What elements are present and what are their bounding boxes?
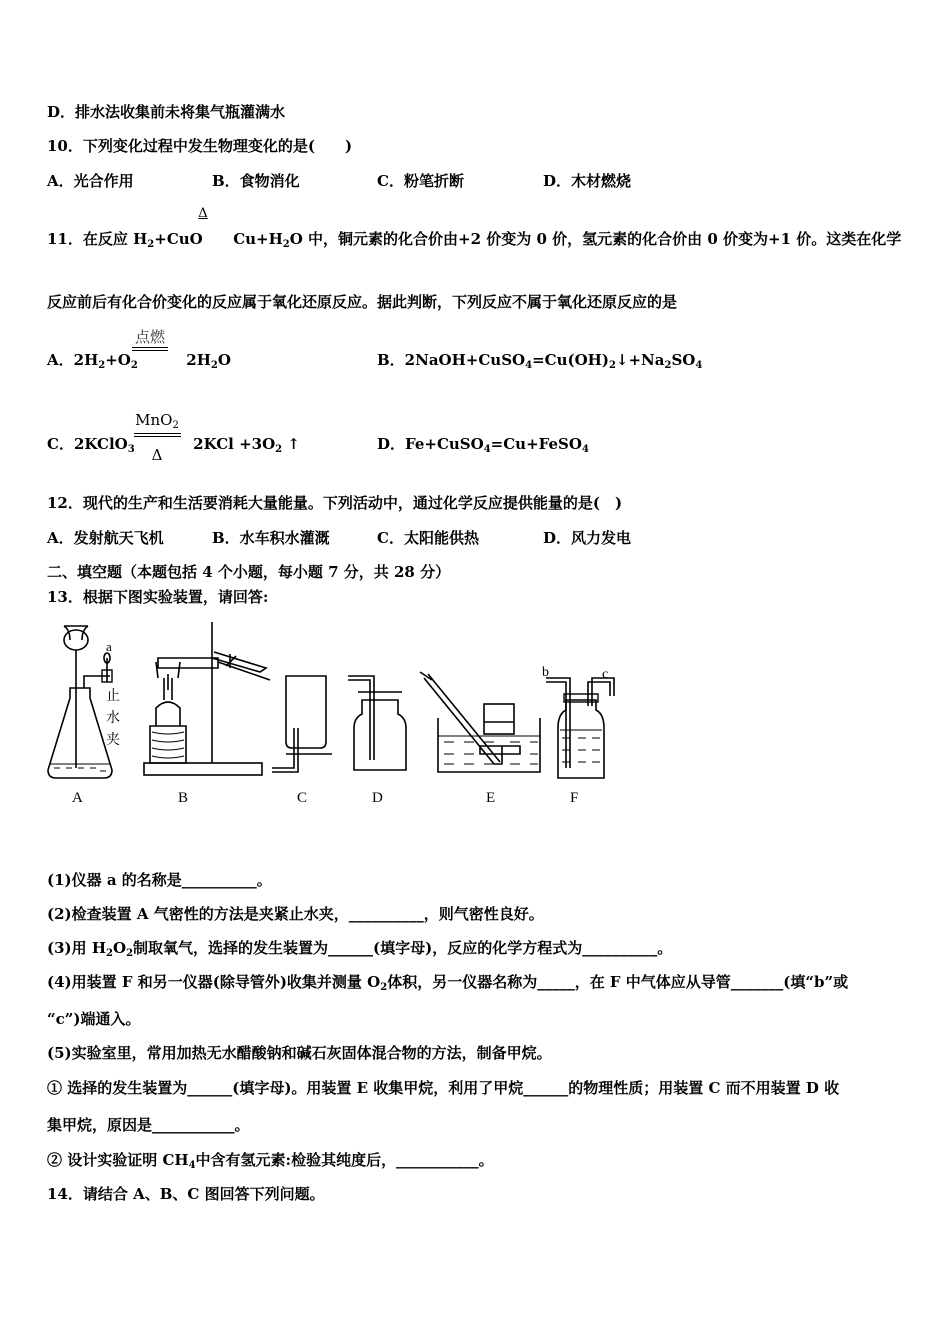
sub: 2 [380, 982, 388, 993]
q11-option-d [377, 434, 589, 460]
mno-text: MnO [135, 411, 173, 429]
q9-option-d: D．排水法收集前未将集气瓶灌满水 [47, 103, 286, 121]
q11-a-condition: 点燃 [134, 328, 165, 346]
sub: 2 [98, 360, 106, 371]
clamp-char-3: 夹 [106, 731, 120, 747]
label-b: B [178, 790, 189, 806]
q13-part5-1: ① 选择的发生装置为______(填字母)。用装置 E 收集甲烷，利用了甲烷______的物理性质；用装置 C 而不用装置 D 收 [47, 1079, 840, 1097]
q13-stem: 13．根据下图实验装置，请回答: [47, 588, 269, 606]
apparatus-c [272, 676, 332, 772]
label-a-small: a [106, 639, 112, 654]
sub: 2 [147, 239, 155, 250]
apparatus-b [144, 622, 270, 775]
q13-part5-1-cont: 集甲烷，原因是___________。 [47, 1116, 250, 1134]
q13-part5-2-text: 中含有氢元素:检验其纯度后，___________。 [195, 1151, 494, 1169]
q13-part4-text: 体积，另一仪器名称为_____，在 F 中气体应从导管_______(填“b”或 [387, 973, 849, 991]
clamp-char-1: 止 [106, 687, 120, 703]
label-c: C [297, 790, 308, 806]
q11-b-text: ↓+Na [615, 351, 665, 369]
q11-a-text: O [217, 351, 231, 369]
q10-option-b: B．食物消化 [212, 172, 300, 190]
apparatus-figure [40, 618, 630, 818]
apparatus-a [48, 626, 112, 778]
sub: 4 [525, 360, 533, 371]
q13-part5-2 [47, 1150, 494, 1176]
q12-option-a: A．发射航天飞机 [47, 529, 164, 547]
q11-delta-condition: Δ [198, 206, 208, 221]
q13-part4-cont: “c”)端通入。 [47, 1010, 141, 1028]
q11-b-text: =Cu(OH) [532, 351, 609, 369]
q10-option-c: C．粉笔折断 [377, 172, 464, 190]
sub: 4 [483, 444, 491, 455]
q11-c-text: ↑ [287, 435, 300, 453]
sub: 3 [127, 444, 135, 455]
q11-c-heat: Δ [151, 446, 163, 464]
q13-part5-2-text: ② 设计实验证明 CH [47, 1151, 189, 1169]
sub: 2 [664, 360, 672, 371]
q11-stem [47, 229, 901, 255]
q13-part3-text: 制取氧气，选择的发生装置为______(填字母)，反应的化学方程式为__________。 [133, 939, 673, 957]
sub: 4 [581, 444, 589, 455]
label-a: A [72, 790, 83, 806]
q12-option-b: B．水车积水灌溉 [212, 529, 330, 547]
q13-part5: (5)实验室里，常用加热无水醋酸钠和碱石灰固体混合物的方法，制备甲烷。 [47, 1044, 552, 1062]
clamp-char-2: 水 [106, 709, 120, 725]
q11-c-text: C．2KClO [47, 435, 128, 453]
q11-option-a [47, 350, 231, 376]
q11-text: Cu+H [233, 230, 283, 248]
label-c-tube: c [602, 667, 609, 682]
q11-c-equals-bar [134, 433, 181, 437]
apparatus-f [546, 678, 614, 778]
q11-c-catalyst [132, 411, 182, 431]
q11-a-text: 2H [186, 351, 211, 369]
q10-stem: 10．下列变化过程中发生物理变化的是( ) [47, 137, 353, 155]
q11-c-text: 2KCl +3O [193, 435, 276, 453]
q11-d-text: =Cu+FeSO [490, 435, 582, 453]
section-heading: 二、填空题（本题包括 4 个小题，每小题 7 分，共 28 分） [47, 563, 451, 581]
apparatus-e [420, 672, 540, 772]
q11-stem-line2: 反应前后有化合价变化的反应属于氧化还原反应。据此判断，下列反应不属于氧化还原反应的是 [47, 293, 678, 311]
q11-text: +CuO [154, 230, 203, 248]
q14-stem: 14．请结合 A、B、C 图回答下列问题。 [47, 1185, 325, 1203]
q11-b-text: B．2NaOH+CuSO [377, 351, 526, 369]
q12-option-c: C．太阳能供热 [377, 529, 479, 547]
sub: 2 [275, 444, 283, 455]
q13-part4-text: (4)用装置 F 和另一仪器(除导管外)收集并测量 O [47, 973, 381, 991]
q13-part1: (1)仪器 a 的名称是__________。 [47, 871, 272, 889]
sub: 2 [608, 360, 616, 371]
q11-d-text: D．Fe+CuSO [377, 435, 484, 453]
label-e: E [486, 790, 496, 806]
label-b-tube: b [542, 665, 549, 680]
sub: 2 [172, 420, 179, 431]
q12-option-d: D．风力发电 [543, 529, 632, 547]
q11-a-text: +O [105, 351, 131, 369]
q13-part4 [47, 972, 848, 998]
q13-part3 [47, 938, 672, 964]
q13-part3-text: O [113, 939, 127, 957]
q10-option-d: D．木材燃烧 [543, 172, 632, 190]
q11-text: O 中，铜元素的化合价由+2 价变为 0 价，氢元素的化合价由 0 价变为+1 价。这类在化学 [289, 230, 902, 248]
q12-stem: 12．现代的生产和生活要消耗大量能量。下列活动中，通过化学反应提供能量的是( ) [47, 494, 623, 512]
apparatus-d [348, 676, 406, 770]
q11-a-equals-bar [132, 347, 168, 351]
label-d: D [372, 790, 383, 806]
sub: 4 [695, 360, 703, 371]
sub: 2 [282, 239, 290, 250]
q13-part3-text: (3)用 H [47, 939, 107, 957]
sub: 4 [188, 1160, 196, 1171]
q11-text: 11．在反应 H [47, 230, 148, 248]
label-f: F [570, 790, 579, 806]
q10-option-a: A．光合作用 [47, 172, 134, 190]
sub: 2 [106, 948, 113, 959]
sub: 2 [126, 948, 134, 959]
sub: 2 [210, 360, 218, 371]
q11-option-b [377, 350, 702, 376]
q11-a-text: A．2H [47, 351, 99, 369]
q13-part2: (2)检查装置 A 气密性的方法是夹紧止水夹，__________，则气密性良好。 [47, 905, 544, 923]
sub: 2 [130, 360, 138, 371]
q11-b-text: SO [671, 351, 696, 369]
